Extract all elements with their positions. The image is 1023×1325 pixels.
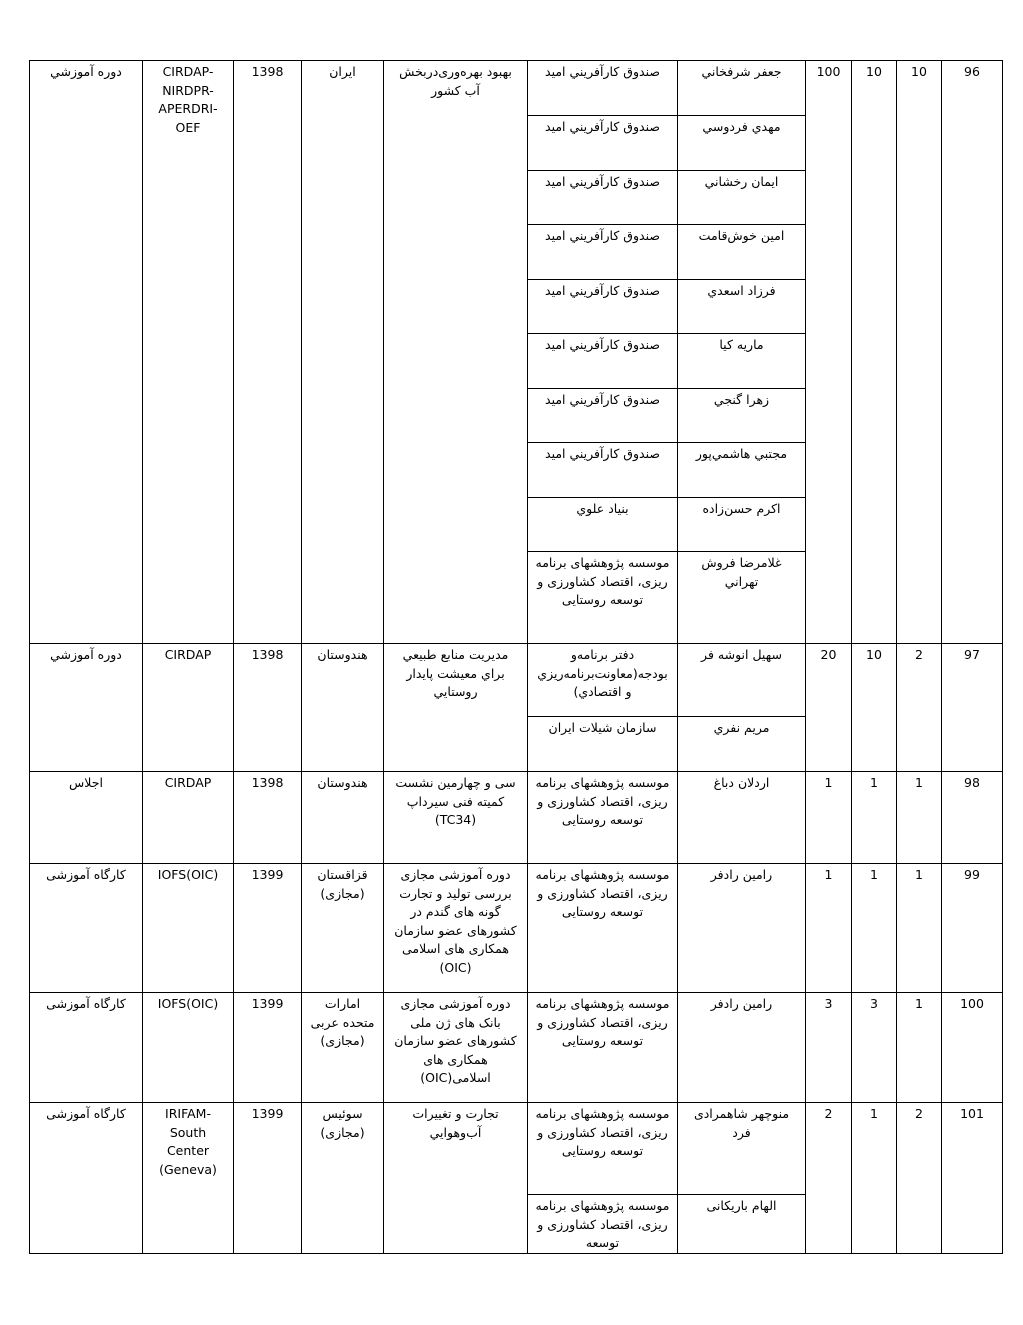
count-cell-2: 2 <box>897 1103 942 1254</box>
subject-cell: مديريت منابع طبيعي براي معيشت پايدار روستايي <box>384 644 528 772</box>
type-cell: کارگاه آموزشی <box>30 1103 143 1254</box>
count-cell-4: 1 <box>806 864 852 993</box>
participants-table <box>29 60 1003 1254</box>
name-cell: رامین رادفر <box>678 864 806 993</box>
name-cell: غلامرضا فروش تهراني <box>678 552 806 644</box>
name-cell: سهيل انوشه فر <box>678 644 806 717</box>
table-row-99 <box>30 864 1003 993</box>
count-cell-2: 1 <box>897 993 942 1103</box>
country-cell: هندوستان <box>302 644 384 772</box>
type-cell: اجلاس <box>30 772 143 864</box>
org-cell: موسسه پژوهشهای برنامه ریزی، اقتصاد کشاورزی و توسعه روستایی <box>528 772 678 864</box>
subject-cell: بهبود بهره‌وری‌دربخش آب کشور <box>384 61 528 644</box>
org-cell: صندوق كارآفريني اميد <box>528 116 678 171</box>
org-cell: موسسه پژوهشهای برنامه ریزی، اقتصاد کشاورزی و توسعه روستایی <box>528 993 678 1103</box>
org-cell: صندوق كارآفريني اميد <box>528 280 678 334</box>
count-cell-4: 3 <box>806 993 852 1103</box>
count-cell-4: 100 <box>806 61 852 644</box>
year-cell: 1399 <box>234 993 302 1103</box>
organizer-cell: CIRDAP-NIRDPR-APERDRI-OEF <box>143 61 234 644</box>
type-cell: کارگاه آموزشی <box>30 993 143 1103</box>
country-cell: ایران <box>302 61 384 644</box>
country-cell: سوئیس (مجازی) <box>302 1103 384 1254</box>
count-cell-3: 1 <box>852 772 897 864</box>
org-cell: صندوق كارآفريني اميد <box>528 443 678 498</box>
org-cell: دفتر برنامه‌و بودجه(معاونت‌برنامه‌ریزي و اقتصادي) <box>528 644 678 717</box>
table-row-96 <box>30 61 1003 116</box>
year-cell: 1399 <box>234 1103 302 1254</box>
name-cell: جعفر شرفخاني <box>678 61 806 116</box>
name-cell: مهدي فردوسي <box>678 116 806 171</box>
subject-cell: سی و چهارمین نشست کمیته فنی سیرداپ (TC34) <box>384 772 528 864</box>
count-cell-3: 1 <box>852 1103 897 1254</box>
country-cell: هندوستان <box>302 772 384 864</box>
name-cell: امين خوش‌قامت <box>678 225 806 280</box>
year-cell: 1399 <box>234 864 302 993</box>
count-cell-2: 1 <box>897 772 942 864</box>
count-cell-4: 2 <box>806 1103 852 1254</box>
type-cell: کارگاه آموزشی <box>30 864 143 993</box>
row-number-cell: 96 <box>942 61 1003 644</box>
organizer-cell: IOFS(OIC) <box>143 993 234 1103</box>
name-cell: زهرا گنجي <box>678 389 806 443</box>
count-cell-3: 1 <box>852 864 897 993</box>
org-cell: موسسه پژوهشهای برنامه ریزی، اقتصاد کشاورزی و توسعه روستایی <box>528 552 678 644</box>
year-cell: 1398 <box>234 772 302 864</box>
year-cell: 1398 <box>234 644 302 772</box>
name-cell: اكرم حسن‌زاده <box>678 498 806 552</box>
table-row-101 <box>30 1103 1003 1195</box>
org-cell: موسسه پژوهشهای برنامه ریزی، اقتصاد کشاورزی و توسعه <box>528 1195 678 1254</box>
org-cell: موسسه پژوهشهای برنامه ریزی، اقتصاد کشاورزی و توسعه روستایی <box>528 864 678 993</box>
org-cell: صندوق كارآفريني اميد <box>528 61 678 116</box>
organizer-cell: CIRDAP <box>143 772 234 864</box>
row-number-cell: 99 <box>942 864 1003 993</box>
type-cell: دوره آموزشي <box>30 644 143 772</box>
name-cell: منوچهر شاهمرادی فرد <box>678 1103 806 1195</box>
count-cell-4: 20 <box>806 644 852 772</box>
org-cell: صندوق كارآفريني اميد <box>528 225 678 280</box>
country-cell: امارات متحده عربی (مجازی) <box>302 993 384 1103</box>
name-cell: اردلان دباغ <box>678 772 806 864</box>
subject-cell: دوره آموزشی مجازی بانک های ژن ملی کشورهای عضو سازمان همکاری های اسلامی(OIC) <box>384 993 528 1103</box>
org-cell: صندوق كارآفريني اميد <box>528 389 678 443</box>
subject-cell: تجارت و تغييرات آب‌وهوايي <box>384 1103 528 1254</box>
name-cell: فرزاد اسعدي <box>678 280 806 334</box>
year-cell: 1398 <box>234 61 302 644</box>
count-cell-3: 3 <box>852 993 897 1103</box>
row-number-cell: 98 <box>942 772 1003 864</box>
org-cell: صندوق كارآفريني اميد <box>528 171 678 225</box>
org-cell: بنياد علوي <box>528 498 678 552</box>
table-row-100 <box>30 993 1003 1103</box>
name-cell: مريم نفري <box>678 717 806 772</box>
count-cell-3: 10 <box>852 644 897 772</box>
name-cell: ماريه كيا <box>678 334 806 389</box>
org-cell: سازمان شيلات ايران <box>528 717 678 772</box>
organizer-cell: IOFS(OIC) <box>143 864 234 993</box>
subject-cell: دوره آموزشی مجازی بررسی تولید و تجارت گونه های گندم در کشورهای عضو سازمان همکاری های اسلامی (OIC) <box>384 864 528 993</box>
type-cell: دوره آموزشي <box>30 61 143 644</box>
organizer-cell: IRIFAM-South Center (Geneva) <box>143 1103 234 1254</box>
country-cell: قزاقستان (مجازی) <box>302 864 384 993</box>
name-cell: مجتبي هاشمي‌پور <box>678 443 806 498</box>
org-cell: موسسه پژوهشهای برنامه ریزی، اقتصاد کشاورزی و توسعه روستایی <box>528 1103 678 1195</box>
row-number-cell: 100 <box>942 993 1003 1103</box>
table-row-98 <box>30 772 1003 864</box>
row-number-cell: 97 <box>942 644 1003 772</box>
count-cell-2: 10 <box>897 61 942 644</box>
org-cell: صندوق كارآفريني اميد <box>528 334 678 389</box>
count-cell-2: 2 <box>897 644 942 772</box>
count-cell-2: 1 <box>897 864 942 993</box>
table-row-97 <box>30 644 1003 717</box>
name-cell: ايمان رخشاني <box>678 171 806 225</box>
organizer-cell: CIRDAP <box>143 644 234 772</box>
count-cell-4: 1 <box>806 772 852 864</box>
name-cell: الهام باریکانی <box>678 1195 806 1254</box>
count-cell-3: 10 <box>852 61 897 644</box>
row-number-cell: 101 <box>942 1103 1003 1254</box>
name-cell: رامین رادفر <box>678 993 806 1103</box>
